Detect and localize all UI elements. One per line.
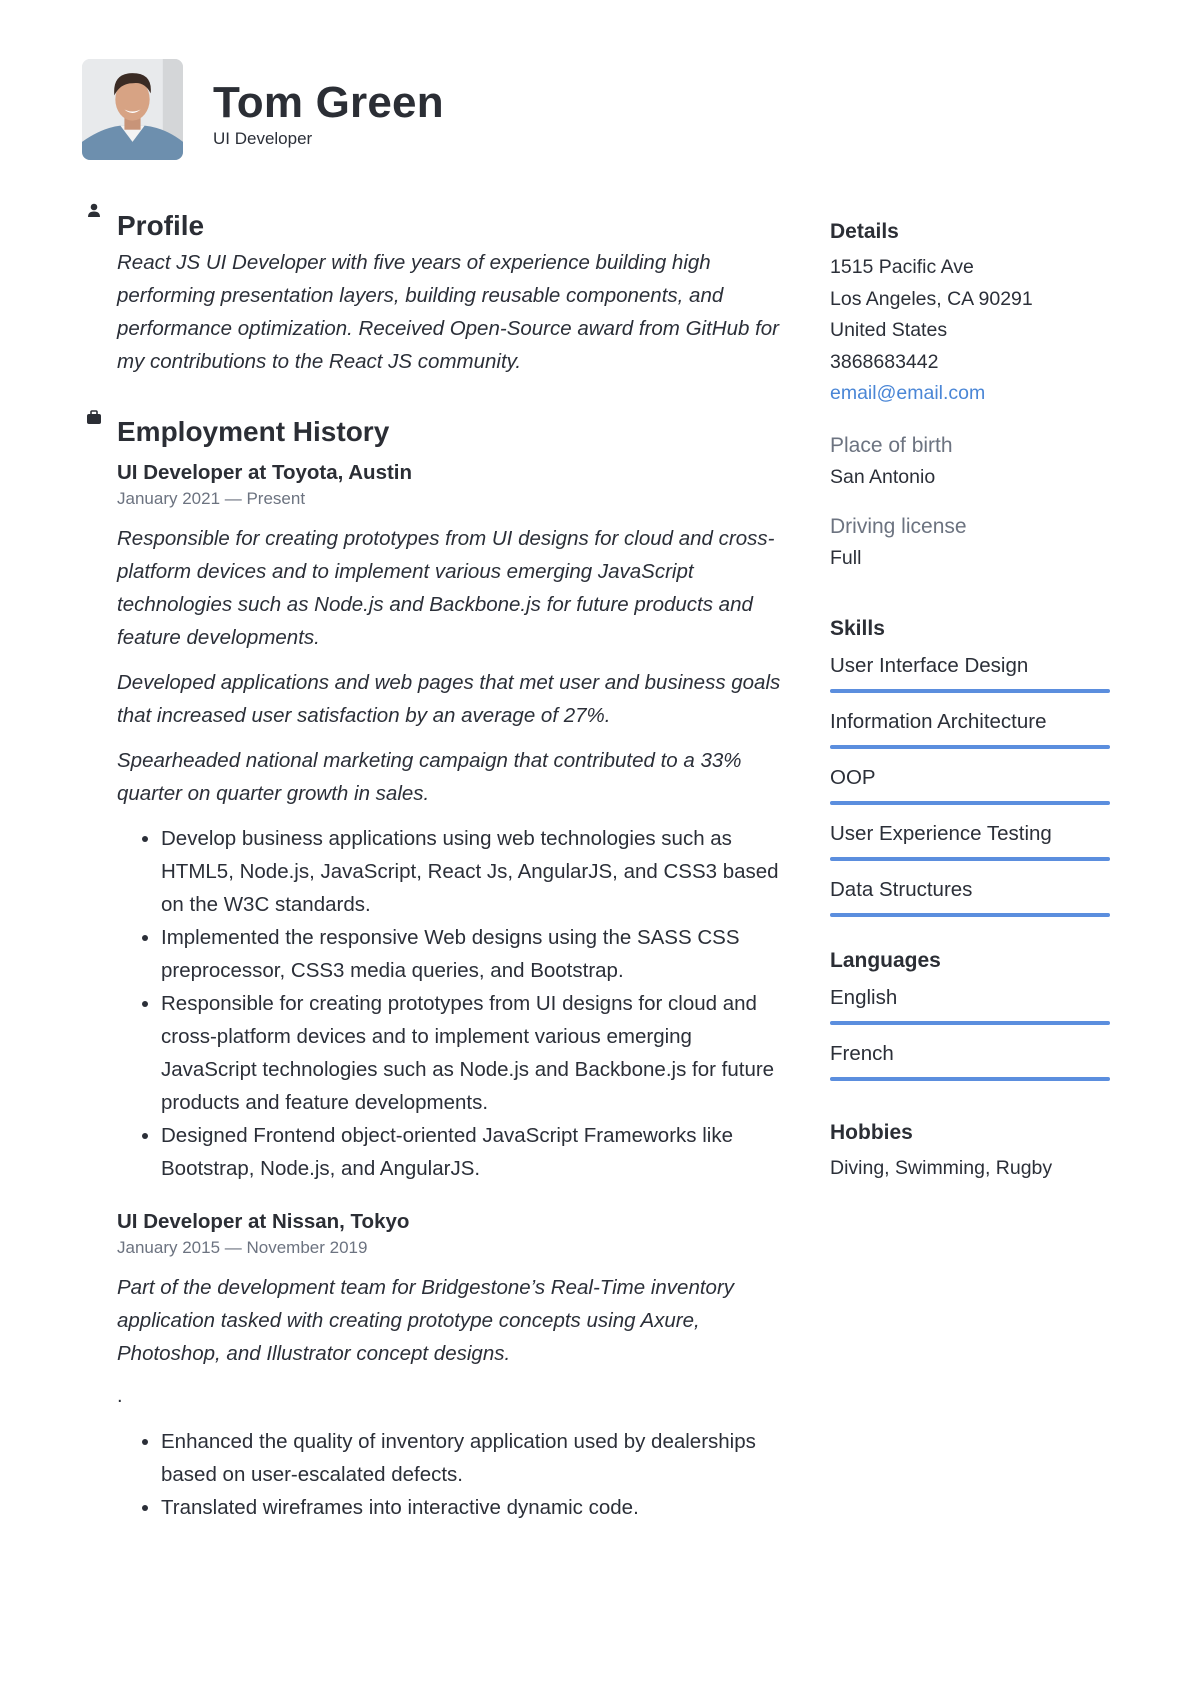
job-dates: January 2021 — Present <box>117 489 306 508</box>
skill-level-bar <box>830 913 1110 917</box>
skill-level-fill <box>830 801 1110 805</box>
job-paragraph: Developed applications and web pages that met user and business goals that increased user satisfaction by an average of 27%. <box>117 671 781 727</box>
job-paragraph: Responsible for creating prototypes from UI designs for cloud and cross-platform devices and to implement various emerging JavaScript technologies such as Node.js and Backbone.js for future products and feature developments. <box>117 527 775 649</box>
hobbies-text: Diving, Swimming, Rugby <box>830 1156 1053 1179</box>
details-section <box>830 218 1110 575</box>
place-of-birth-label: Place of birth <box>830 433 953 457</box>
skills-section <box>830 615 1110 917</box>
job-entry <box>117 460 784 1185</box>
job-bullet: • Implemented the responsive Web designs using the SASS CSS preprocessor, CSS3 media queries, and Bootstrap. <box>161 921 784 987</box>
skill-level-fill <box>830 857 1110 861</box>
job-bullet: • Responsible for creating prototypes from UI designs for cloud and cross-platform devices and to implement various emerging JavaScript technologies such as Node.js and Backbone.js for future products and feature developments. <box>161 987 784 1119</box>
profile-section <box>84 210 784 378</box>
skill-item <box>830 651 1110 693</box>
skill-name: Information Architecture <box>830 709 1047 733</box>
languages-section <box>830 947 1110 1081</box>
skill-level-bar <box>830 689 1110 693</box>
language-item <box>830 1039 1110 1081</box>
skill-name: Data Structures <box>830 877 973 901</box>
address-line: United States <box>830 319 948 341</box>
hobbies-title: Hobbies <box>830 1120 913 1144</box>
address-line: Los Angeles, CA 90291 <box>830 287 1033 310</box>
driving-license-label: Driving license <box>830 515 967 538</box>
employment-title: Employment History <box>117 416 390 447</box>
candidate-name: Tom Green <box>213 78 444 128</box>
skill-item <box>830 819 1110 861</box>
person-icon <box>84 202 104 222</box>
languages-title: Languages <box>830 948 941 972</box>
main-column <box>84 210 784 1524</box>
stray-text: . <box>117 1385 123 1407</box>
address-line: 1515 Pacific Ave <box>830 256 974 278</box>
phone-number: 3868683442 <box>830 350 939 373</box>
job-bullet: • Designed Frontend object-oriented JavaScript Frameworks like Bootstrap, Node.js, and AngularJS. <box>161 1119 784 1185</box>
driving-license-value: Full <box>830 547 862 569</box>
skill-name: User Interface Design <box>830 653 1029 677</box>
language-level-bar <box>830 1021 1110 1025</box>
job-bullet-list <box>117 1425 784 1524</box>
skill-level-bar <box>830 857 1110 861</box>
job-bullet-list <box>117 822 784 1185</box>
language-item <box>830 983 1110 1025</box>
skill-item <box>830 707 1110 749</box>
job-bullet: • Enhanced the quality of inventory application used by dealerships based on user-escalated defects. <box>161 1425 784 1491</box>
job-entry <box>117 1209 784 1524</box>
skill-item <box>830 763 1110 805</box>
language-level-fill <box>830 1021 1110 1025</box>
briefcase-icon <box>84 408 104 428</box>
place-of-birth-value: San Antonio <box>830 465 936 488</box>
hobbies-section <box>830 1119 1110 1185</box>
job-heading: UI Developer at Toyota, Austin <box>117 461 413 484</box>
avatar <box>82 59 183 160</box>
skill-level-fill <box>830 689 1110 693</box>
skill-name: User Experience Testing <box>830 821 1052 845</box>
skill-name: OOP <box>830 765 876 789</box>
employment-section <box>84 416 784 1524</box>
skill-level-fill <box>830 913 1110 917</box>
skill-level-bar <box>830 745 1110 749</box>
language-name: French <box>830 1041 894 1065</box>
profile-title: Profile <box>117 210 205 241</box>
job-heading: UI Developer at Nissan, Tokyo <box>117 1210 410 1233</box>
skills-title: Skills <box>830 616 885 640</box>
job-bullet: • Develop business applications using web technologies such as HTML5, Node.js, JavaScript, React Js, AngularJS, and CSS3 based on the W3C standards. <box>161 822 784 921</box>
skill-item <box>830 875 1110 917</box>
details-title: Details <box>830 220 899 243</box>
avatar-photo <box>82 59 183 160</box>
job-bullet: • Translated wireframes into interactive dynamic code. <box>161 1491 784 1524</box>
candidate-job-title: UI Developer <box>213 128 313 148</box>
profile-summary: React JS UI Developer with five years of experience building high performing presentation layers, building reusable components, and performance optimization. Received Open-Source award from GitHub for my contributions to the React JS community. <box>117 251 779 373</box>
language-name: English <box>830 985 898 1009</box>
resume-header <box>82 59 444 160</box>
skill-level-bar <box>830 801 1110 805</box>
job-dates: January 2015 — November 2019 <box>117 1238 368 1257</box>
job-paragraph: Part of the development team for Bridgestone’s Real-Time inventory application tasked with creating prototype concepts using Axure, Photoshop, and Illustrator concept designs. <box>117 1276 735 1365</box>
language-level-bar <box>830 1077 1110 1081</box>
email-link[interactable]: email@email.com <box>830 382 986 404</box>
language-level-fill <box>830 1077 1110 1081</box>
skill-level-fill <box>830 745 1110 749</box>
sidebar <box>830 218 1110 1184</box>
job-paragraph: Spearheaded national marketing campaign that contributed to a 33% quarter on quarter growth in sales. <box>117 749 742 805</box>
